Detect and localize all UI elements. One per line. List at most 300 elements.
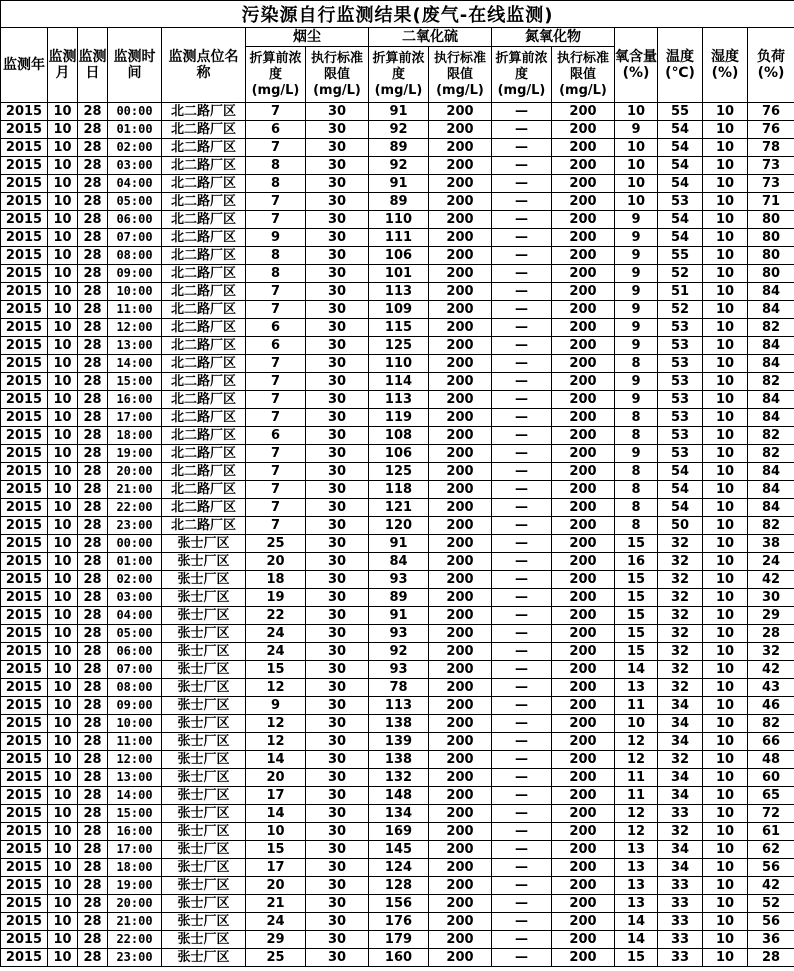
cell-so2-conc: 93	[369, 661, 429, 679]
table-row	[1, 211, 794, 229]
cell-load: 46	[748, 697, 794, 715]
cell-year: 2015	[1, 769, 48, 787]
cell-day: 28	[78, 427, 108, 445]
cell-so2-conc: 134	[369, 805, 429, 823]
cell-humidity: 10	[703, 481, 748, 499]
cell-time: 00:00	[108, 103, 162, 121]
table-row	[1, 625, 794, 643]
cell-humidity: 10	[703, 409, 748, 427]
cell-so2-limit: 200	[429, 211, 492, 229]
cell-dust-limit: 30	[306, 499, 369, 517]
cell-time: 05:00	[108, 193, 162, 211]
cell-month: 10	[48, 895, 78, 913]
cell-nox-conc: —	[492, 643, 552, 661]
cell-day: 28	[78, 895, 108, 913]
cell-time: 11:00	[108, 733, 162, 751]
cell-day: 28	[78, 715, 108, 733]
cell-humidity: 10	[703, 175, 748, 193]
cell-humidity: 10	[703, 769, 748, 787]
cell-year: 2015	[1, 661, 48, 679]
cell-nox-conc: —	[492, 589, 552, 607]
cell-dust-limit: 30	[306, 337, 369, 355]
cell-nox-limit: 200	[552, 625, 615, 643]
cell-temp: 54	[658, 463, 703, 481]
cell-year: 2015	[1, 463, 48, 481]
cell-nox-conc: —	[492, 337, 552, 355]
cell-humidity: 10	[703, 301, 748, 319]
cell-day: 28	[78, 949, 108, 967]
cell-load: 29	[748, 607, 794, 625]
cell-time: 02:00	[108, 139, 162, 157]
cell-so2-limit: 200	[429, 625, 492, 643]
cell-nox-limit: 200	[552, 877, 615, 895]
cell-year: 2015	[1, 697, 48, 715]
cell-temp: 32	[658, 751, 703, 769]
cell-nox-limit: 200	[552, 319, 615, 337]
cell-time: 20:00	[108, 463, 162, 481]
cell-nox-conc: —	[492, 265, 552, 283]
cell-load: 48	[748, 751, 794, 769]
cell-dust-conc: 7	[246, 481, 306, 499]
cell-oxygen: 11	[615, 697, 658, 715]
cell-month: 10	[48, 319, 78, 337]
cell-time: 12:00	[108, 319, 162, 337]
cell-so2-limit: 200	[429, 409, 492, 427]
cell-nox-conc: —	[492, 733, 552, 751]
cell-load: 82	[748, 715, 794, 733]
cell-nox-conc: —	[492, 895, 552, 913]
cell-temp: 34	[658, 733, 703, 751]
cell-load: 42	[748, 571, 794, 589]
cell-month: 10	[48, 355, 78, 373]
cell-load: 61	[748, 823, 794, 841]
cell-site: 张士厂区	[162, 913, 246, 931]
cell-day: 28	[78, 391, 108, 409]
cell-site: 北二路厂区	[162, 283, 246, 301]
cell-load: 82	[748, 445, 794, 463]
cell-month: 10	[48, 679, 78, 697]
cell-month: 10	[48, 715, 78, 733]
cell-time: 01:00	[108, 121, 162, 139]
cell-site: 北二路厂区	[162, 139, 246, 157]
table-row	[1, 103, 794, 121]
cell-day: 28	[78, 913, 108, 931]
cell-dust-conc: 8	[246, 247, 306, 265]
cell-nox-limit: 200	[552, 823, 615, 841]
cell-site: 张士厂区	[162, 715, 246, 733]
cell-dust-limit: 30	[306, 355, 369, 373]
cell-nox-limit: 200	[552, 499, 615, 517]
cell-so2-limit: 200	[429, 895, 492, 913]
cell-oxygen: 8	[615, 517, 658, 535]
cell-month: 10	[48, 697, 78, 715]
cell-nox-conc: —	[492, 715, 552, 733]
cell-dust-limit: 30	[306, 859, 369, 877]
cell-site: 北二路厂区	[162, 301, 246, 319]
cell-dust-limit: 30	[306, 139, 369, 157]
cell-site: 张士厂区	[162, 787, 246, 805]
cell-so2-limit: 200	[429, 499, 492, 517]
cell-site: 张士厂区	[162, 697, 246, 715]
cell-time: 03:00	[108, 157, 162, 175]
cell-load: 80	[748, 229, 794, 247]
cell-time: 13:00	[108, 337, 162, 355]
cell-day: 28	[78, 607, 108, 625]
cell-so2-conc: 91	[369, 175, 429, 193]
cell-site: 北二路厂区	[162, 157, 246, 175]
cell-year: 2015	[1, 553, 48, 571]
cell-year: 2015	[1, 175, 48, 193]
cell-so2-conc: 113	[369, 283, 429, 301]
cell-day: 28	[78, 823, 108, 841]
table-row	[1, 193, 794, 211]
cell-so2-conc: 84	[369, 553, 429, 571]
cell-dust-conc: 25	[246, 535, 306, 553]
cell-oxygen: 9	[615, 319, 658, 337]
cell-dust-conc: 7	[246, 193, 306, 211]
cell-humidity: 10	[703, 211, 748, 229]
table-body	[1, 103, 794, 967]
cell-temp: 33	[658, 895, 703, 913]
cell-nox-limit: 200	[552, 535, 615, 553]
cell-temp: 33	[658, 931, 703, 949]
cell-year: 2015	[1, 499, 48, 517]
cell-nox-limit: 200	[552, 427, 615, 445]
cell-site: 张士厂区	[162, 931, 246, 949]
cell-site: 北二路厂区	[162, 247, 246, 265]
cell-day: 28	[78, 733, 108, 751]
table-row	[1, 265, 794, 283]
cell-dust-conc: 7	[246, 301, 306, 319]
table-row	[1, 175, 794, 193]
cell-so2-conc: 128	[369, 877, 429, 895]
cell-year: 2015	[1, 229, 48, 247]
cell-month: 10	[48, 877, 78, 895]
cell-so2-limit: 200	[429, 571, 492, 589]
cell-day: 28	[78, 283, 108, 301]
cell-site: 张士厂区	[162, 607, 246, 625]
cell-site: 北二路厂区	[162, 373, 246, 391]
cell-nox-conc: —	[492, 355, 552, 373]
cell-dust-conc: 24	[246, 625, 306, 643]
cell-humidity: 10	[703, 589, 748, 607]
header-oxygen: 氧含量(%)	[615, 28, 658, 103]
cell-year: 2015	[1, 301, 48, 319]
cell-nox-limit: 200	[552, 121, 615, 139]
cell-nox-limit: 200	[552, 337, 615, 355]
cell-nox-limit: 200	[552, 751, 615, 769]
table-row	[1, 877, 794, 895]
cell-month: 10	[48, 499, 78, 517]
cell-year: 2015	[1, 895, 48, 913]
cell-oxygen: 13	[615, 841, 658, 859]
cell-so2-conc: 93	[369, 625, 429, 643]
cell-oxygen: 12	[615, 751, 658, 769]
cell-so2-conc: 106	[369, 247, 429, 265]
cell-humidity: 10	[703, 715, 748, 733]
cell-nox-conc: —	[492, 139, 552, 157]
cell-dust-conc: 7	[246, 211, 306, 229]
cell-load: 76	[748, 121, 794, 139]
cell-so2-limit: 200	[429, 607, 492, 625]
cell-humidity: 10	[703, 751, 748, 769]
cell-humidity: 10	[703, 733, 748, 751]
cell-dust-conc: 7	[246, 139, 306, 157]
cell-humidity: 10	[703, 283, 748, 301]
cell-month: 10	[48, 427, 78, 445]
cell-temp: 33	[658, 949, 703, 967]
table-row	[1, 535, 794, 553]
cell-load: 84	[748, 355, 794, 373]
cell-site: 北二路厂区	[162, 427, 246, 445]
cell-site: 张士厂区	[162, 679, 246, 697]
cell-dust-limit: 30	[306, 265, 369, 283]
cell-dust-conc: 7	[246, 463, 306, 481]
cell-nox-limit: 200	[552, 373, 615, 391]
cell-dust-limit: 30	[306, 409, 369, 427]
cell-month: 10	[48, 949, 78, 967]
cell-month: 10	[48, 445, 78, 463]
cell-so2-limit: 200	[429, 247, 492, 265]
cell-oxygen: 14	[615, 913, 658, 931]
cell-year: 2015	[1, 337, 48, 355]
cell-time: 14:00	[108, 787, 162, 805]
cell-so2-conc: 124	[369, 859, 429, 877]
cell-load: 42	[748, 661, 794, 679]
cell-day: 28	[78, 139, 108, 157]
cell-temp: 55	[658, 247, 703, 265]
cell-year: 2015	[1, 121, 48, 139]
cell-day: 28	[78, 445, 108, 463]
cell-nox-limit: 200	[552, 769, 615, 787]
header-load: 负荷(%)	[748, 28, 794, 103]
cell-year: 2015	[1, 949, 48, 967]
cell-site: 张士厂区	[162, 859, 246, 877]
cell-load: 84	[748, 463, 794, 481]
table-row	[1, 949, 794, 967]
cell-oxygen: 15	[615, 625, 658, 643]
cell-year: 2015	[1, 157, 48, 175]
cell-load: 82	[748, 319, 794, 337]
cell-so2-conc: 113	[369, 697, 429, 715]
cell-temp: 53	[658, 355, 703, 373]
cell-so2-limit: 200	[429, 823, 492, 841]
table-row	[1, 607, 794, 625]
cell-so2-limit: 200	[429, 373, 492, 391]
cell-day: 28	[78, 229, 108, 247]
cell-so2-limit: 200	[429, 337, 492, 355]
cell-year: 2015	[1, 589, 48, 607]
cell-humidity: 10	[703, 391, 748, 409]
cell-so2-conc: 120	[369, 517, 429, 535]
cell-temp: 54	[658, 211, 703, 229]
header-so2: 二氧化硫	[369, 28, 492, 47]
cell-temp: 53	[658, 409, 703, 427]
cell-nox-conc: —	[492, 463, 552, 481]
cell-time: 23:00	[108, 517, 162, 535]
cell-time: 19:00	[108, 445, 162, 463]
cell-site: 张士厂区	[162, 733, 246, 751]
cell-temp: 34	[658, 787, 703, 805]
cell-nox-limit: 200	[552, 895, 615, 913]
table-row	[1, 913, 794, 931]
cell-humidity: 10	[703, 571, 748, 589]
cell-oxygen: 8	[615, 463, 658, 481]
cell-humidity: 10	[703, 103, 748, 121]
cell-temp: 32	[658, 607, 703, 625]
cell-dust-conc: 9	[246, 697, 306, 715]
cell-year: 2015	[1, 283, 48, 301]
table-row	[1, 697, 794, 715]
cell-dust-conc: 8	[246, 175, 306, 193]
cell-time: 04:00	[108, 607, 162, 625]
cell-day: 28	[78, 517, 108, 535]
cell-temp: 54	[658, 121, 703, 139]
cell-day: 28	[78, 463, 108, 481]
cell-so2-limit: 200	[429, 355, 492, 373]
table-row	[1, 571, 794, 589]
cell-nox-conc: —	[492, 697, 552, 715]
cell-temp: 34	[658, 715, 703, 733]
cell-month: 10	[48, 301, 78, 319]
cell-so2-limit: 200	[429, 175, 492, 193]
cell-dust-conc: 7	[246, 445, 306, 463]
cell-so2-limit: 200	[429, 283, 492, 301]
cell-humidity: 10	[703, 805, 748, 823]
cell-dust-limit: 30	[306, 175, 369, 193]
cell-year: 2015	[1, 265, 48, 283]
cell-so2-limit: 200	[429, 643, 492, 661]
cell-dust-conc: 24	[246, 913, 306, 931]
cell-dust-limit: 30	[306, 211, 369, 229]
cell-nox-limit: 200	[552, 463, 615, 481]
cell-day: 28	[78, 697, 108, 715]
cell-day: 28	[78, 625, 108, 643]
cell-humidity: 10	[703, 679, 748, 697]
cell-month: 10	[48, 229, 78, 247]
cell-oxygen: 9	[615, 445, 658, 463]
cell-load: 84	[748, 301, 794, 319]
cell-humidity: 10	[703, 949, 748, 967]
cell-so2-limit: 200	[429, 949, 492, 967]
cell-day: 28	[78, 193, 108, 211]
cell-day: 28	[78, 409, 108, 427]
cell-time: 19:00	[108, 877, 162, 895]
cell-oxygen: 9	[615, 229, 658, 247]
cell-dust-conc: 8	[246, 265, 306, 283]
cell-dust-limit: 30	[306, 643, 369, 661]
cell-so2-limit: 200	[429, 769, 492, 787]
cell-year: 2015	[1, 823, 48, 841]
cell-nox-conc: —	[492, 859, 552, 877]
cell-dust-limit: 30	[306, 607, 369, 625]
cell-dust-limit: 30	[306, 319, 369, 337]
cell-year: 2015	[1, 715, 48, 733]
table-row	[1, 661, 794, 679]
cell-dust-conc: 24	[246, 643, 306, 661]
table-row	[1, 499, 794, 517]
cell-year: 2015	[1, 319, 48, 337]
cell-time: 09:00	[108, 697, 162, 715]
cell-nox-conc: —	[492, 841, 552, 859]
cell-day: 28	[78, 481, 108, 499]
cell-dust-limit: 30	[306, 247, 369, 265]
table-row	[1, 751, 794, 769]
cell-temp: 53	[658, 337, 703, 355]
cell-load: 80	[748, 265, 794, 283]
cell-year: 2015	[1, 877, 48, 895]
cell-oxygen: 15	[615, 571, 658, 589]
cell-load: 82	[748, 427, 794, 445]
cell-day: 28	[78, 373, 108, 391]
cell-nox-conc: —	[492, 373, 552, 391]
cell-site: 北二路厂区	[162, 517, 246, 535]
cell-day: 28	[78, 121, 108, 139]
cell-month: 10	[48, 337, 78, 355]
cell-month: 10	[48, 571, 78, 589]
cell-dust-conc: 10	[246, 823, 306, 841]
cell-month: 10	[48, 823, 78, 841]
cell-nox-conc: —	[492, 571, 552, 589]
cell-nox-limit: 200	[552, 265, 615, 283]
cell-dust-limit: 30	[306, 121, 369, 139]
cell-site: 张士厂区	[162, 877, 246, 895]
cell-nox-conc: —	[492, 913, 552, 931]
cell-day: 28	[78, 841, 108, 859]
cell-so2-limit: 200	[429, 103, 492, 121]
cell-site: 北二路厂区	[162, 265, 246, 283]
cell-load: 66	[748, 733, 794, 751]
header-nox-conc: 折算前浓度(mg/L)	[492, 47, 552, 103]
cell-load: 60	[748, 769, 794, 787]
cell-year: 2015	[1, 841, 48, 859]
cell-nox-limit: 200	[552, 571, 615, 589]
cell-so2-conc: 106	[369, 445, 429, 463]
cell-nox-conc: —	[492, 301, 552, 319]
table-row	[1, 283, 794, 301]
cell-time: 12:00	[108, 751, 162, 769]
cell-month: 10	[48, 553, 78, 571]
cell-load: 84	[748, 481, 794, 499]
cell-dust-limit: 30	[306, 481, 369, 499]
cell-nox-limit: 200	[552, 643, 615, 661]
cell-temp: 34	[658, 841, 703, 859]
cell-so2-conc: 101	[369, 265, 429, 283]
cell-nox-limit: 200	[552, 103, 615, 121]
cell-dust-conc: 7	[246, 103, 306, 121]
cell-so2-limit: 200	[429, 661, 492, 679]
cell-oxygen: 12	[615, 805, 658, 823]
cell-year: 2015	[1, 391, 48, 409]
cell-day: 28	[78, 175, 108, 193]
cell-nox-conc: —	[492, 553, 552, 571]
cell-time: 04:00	[108, 175, 162, 193]
cell-so2-limit: 200	[429, 139, 492, 157]
cell-nox-limit: 200	[552, 283, 615, 301]
cell-so2-conc: 89	[369, 139, 429, 157]
cell-load: 42	[748, 877, 794, 895]
cell-site: 北二路厂区	[162, 337, 246, 355]
cell-day: 28	[78, 319, 108, 337]
cell-time: 11:00	[108, 301, 162, 319]
cell-temp: 33	[658, 877, 703, 895]
cell-time: 08:00	[108, 679, 162, 697]
cell-temp: 53	[658, 391, 703, 409]
cell-load: 36	[748, 931, 794, 949]
cell-dust-limit: 30	[306, 445, 369, 463]
cell-year: 2015	[1, 913, 48, 931]
cell-so2-conc: 91	[369, 103, 429, 121]
